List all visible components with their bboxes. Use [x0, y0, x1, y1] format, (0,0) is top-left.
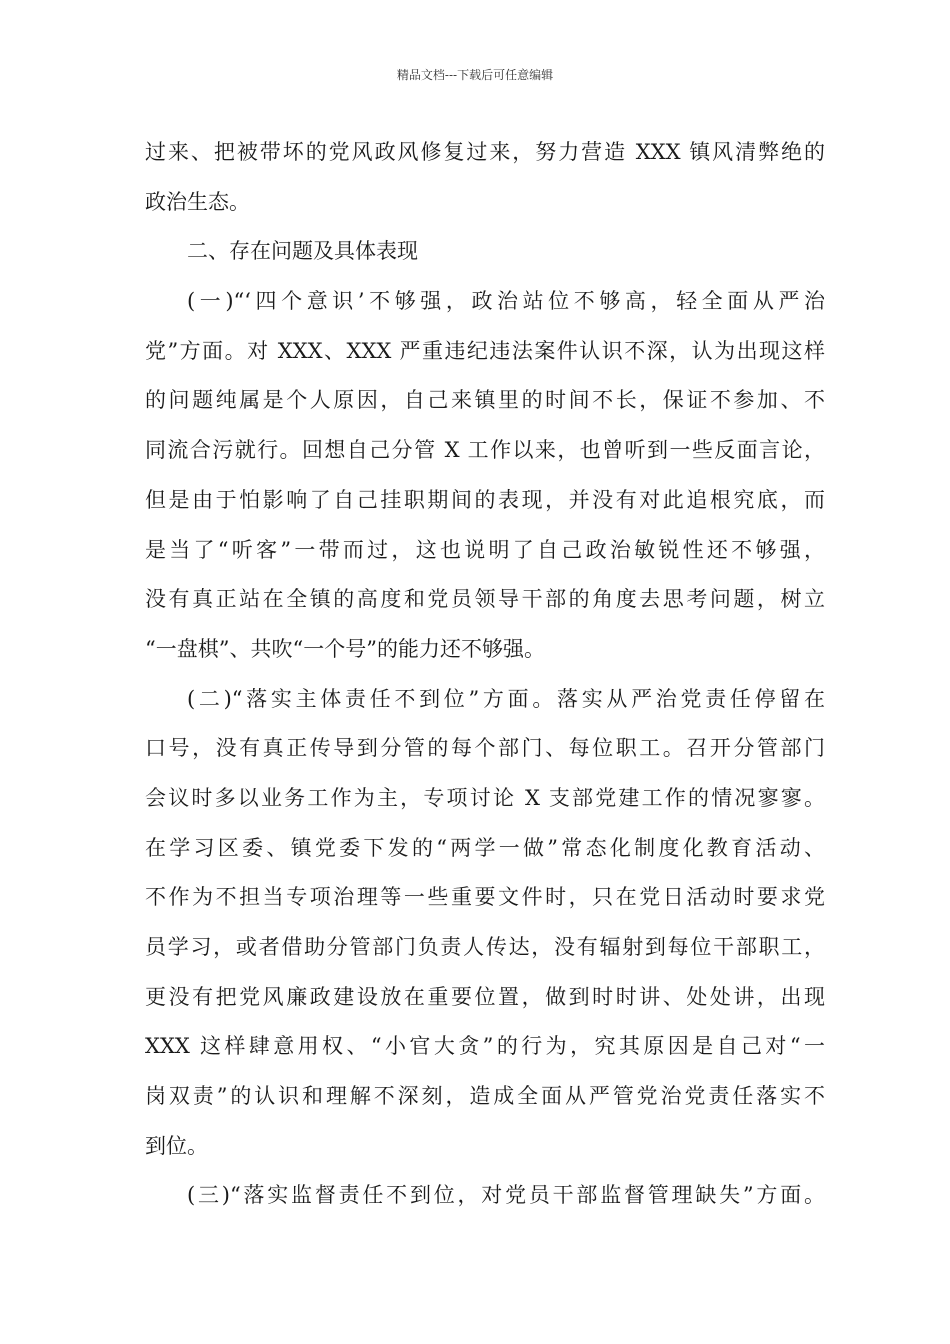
- text-line: 没有真正站在全镇的高度和党员领导干部的角度去思考问题，树立: [145, 587, 825, 612]
- text-line: (一)“‘四个意识’不够强，政治站位不够高，轻全面从严治: [187, 289, 825, 314]
- text-line: 会议时多以业务工作为主，专项讨论 X 支部党建工作的情况寥寥。: [145, 785, 825, 810]
- text-line: 过来、把被带坏的党风政风修复过来，努力营造 XXX 镇风清弊绝的: [145, 140, 825, 164]
- text-line: 岗双责”的认识和理解不深刻，造成全面从严管党治党责任落实不: [145, 1084, 825, 1109]
- text-line: “一盘棋”、共吹“一个号”的能力还不够强。: [145, 636, 545, 661]
- text-line: 的问题纯属是个人原因，自己来镇里的时间不长，保证不参加、不: [145, 388, 825, 413]
- text-line: 是当了“听客”一带而过，这也说明了自己政治敏锐性还不够强，: [145, 537, 825, 562]
- text-line: 口号，没有真正传导到分管的每个部门、每位职工。召开分管部门: [145, 736, 825, 761]
- text-line: 在学习区委、镇党委下发的“两学一做”常态化制度化教育活动、: [145, 835, 825, 860]
- text-line: 到位。: [145, 1133, 208, 1158]
- text-line: 党”方面。对 XXX、XXX 严重违纪违法案件认识不深，认为出现这样: [145, 338, 825, 363]
- section-heading: 二、存在问题及具体表现: [187, 239, 418, 264]
- text-line: 同流合污就行。回想自己分管 X 工作以来，也曾听到一些反面言论，: [145, 438, 825, 463]
- text-line: 更没有把党风廉政建设放在重要位置，做到时时讲、处处讲，出现: [145, 984, 825, 1009]
- document-body: [145, 128, 825, 1221]
- text-line: 不作为不担当专项治理等一些重要文件时，只在党日活动时要求党: [145, 885, 825, 910]
- text-line: (三)“落实监督责任不到位，对党员干部监督管理缺失”方面。: [187, 1183, 825, 1208]
- page-header: 精品文档---下载后可任意编辑: [396, 68, 554, 82]
- text-line: 但是由于怕影响了自己挂职期间的表现，并没有对此追根究底，而: [145, 487, 825, 512]
- text-line: 政治生态。: [145, 189, 250, 214]
- text-line: (二)“落实主体责任不到位”方面。落实从严治党责任停留在: [187, 686, 825, 711]
- text-line: 员学习，或者借助分管部门负责人传达，没有辐射到每位干部职工，: [145, 935, 825, 959]
- text-line: XXX 这样肆意用权、“小官大贪”的行为，究其原因是自己对“一: [145, 1034, 825, 1059]
